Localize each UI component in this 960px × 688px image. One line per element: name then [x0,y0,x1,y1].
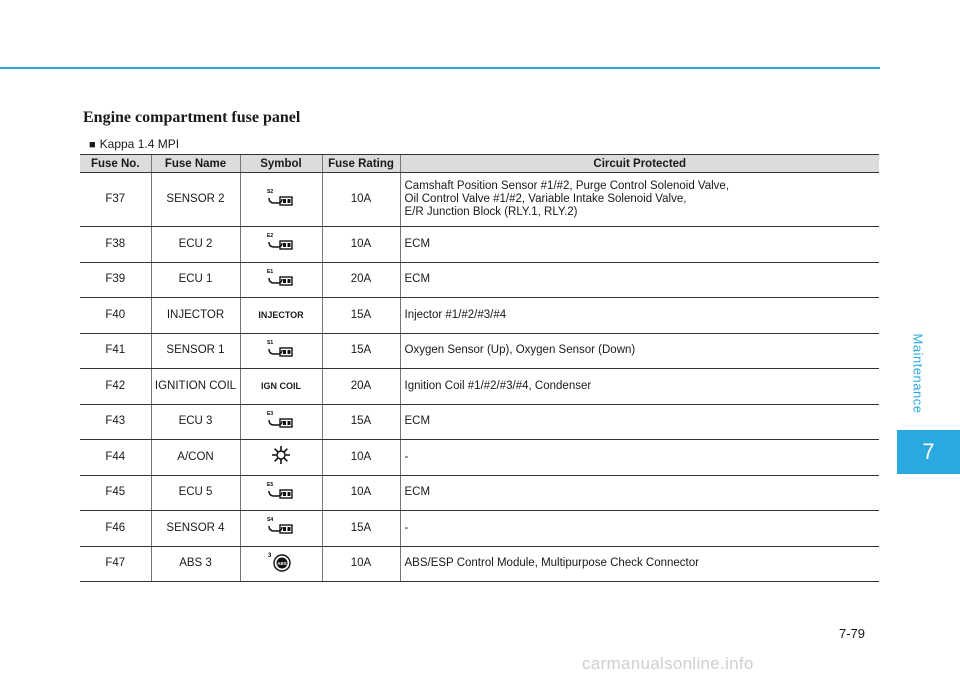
snowflake-icon [270,444,292,470]
fuse-symbol-cell [240,440,322,476]
fuse-symbol-cell [240,298,322,334]
table-row [80,546,879,582]
fuse-symbol-cell [240,511,322,547]
circuit-line: Oxygen Sensor (Up), Oxygen Sensor (Down) [404,344,636,357]
circuit-protected-cell [400,546,879,582]
table-row [80,440,879,476]
svg-text:S4: S4 [267,517,274,524]
circuit-protected-cell [400,404,879,440]
fuse-number-cell: F45 [80,475,151,511]
svg-text:E3: E3 [267,410,274,417]
circuit-line: - [404,521,409,534]
table-row [80,369,879,405]
table-row [80,227,879,263]
circuit-line: Ignition Coil #1/#2/#3/#4, Condenser [404,379,592,392]
fuse-symbol-text: INJECTOR [258,309,304,320]
svg-text:S2: S2 [267,188,274,195]
circuit-line: ECM [404,415,431,428]
fuse-number-cell: F40 [80,298,151,334]
fuse-rating-cell: 20A [322,369,400,405]
table-row [80,298,879,334]
circuit-protected-cell [400,298,879,334]
circuit-line: Camshaft Position Sensor #1/#2, Purge Control Solenoid Valve, [404,180,730,192]
circuit-protected-cell [400,369,879,405]
fuse-number-cell: F39 [80,262,151,298]
fuse-name-cell: ECU 1 [151,262,240,298]
chapter-tab[interactable]: 7 [897,430,960,474]
page-number: 7-79 [839,626,866,641]
svg-text:E2: E2 [267,233,274,240]
circuit-protected-cell [400,333,879,369]
circuit-protected-cell [400,227,879,263]
sensor-ecu-icon [266,188,296,212]
svg-text:S1: S1 [267,339,274,346]
svg-text:3: 3 [268,552,272,559]
svg-text:E1: E1 [267,268,274,275]
sensor-ecu-icon [266,232,296,256]
fuse-name-cell: ECU 3 [151,404,240,440]
table-row [80,333,879,369]
table-row [80,511,879,547]
circuit-protected-cell [400,440,879,476]
engine-variant-label: Kappa 1.4 MPI [99,137,180,151]
engine-variant-subtitle [89,137,179,151]
abs-icon [267,551,295,577]
sensor-ecu-icon [266,268,296,292]
page-title: Engine compartment fuse panel [83,109,301,126]
table-row [80,404,879,440]
fuse-rating-cell: 10A [322,475,400,511]
circuit-protected-cell [400,173,879,227]
svg-text:E5: E5 [267,481,274,488]
sensor-ecu-icon [266,481,296,505]
fuse-symbol-cell [240,227,322,263]
fuse-rating-cell: 20A [322,262,400,298]
circuit-protected-cell [400,262,879,298]
table-row [80,173,879,227]
fuse-rating-cell: 15A [322,333,400,369]
circuit-line: ECM [404,486,431,499]
fuse-symbol-text: IGN COIL [261,380,301,391]
fuse-symbol-cell [240,404,322,440]
fuse-number-cell: F38 [80,227,151,263]
table-row [80,262,879,298]
fuse-rating-cell: 10A [322,546,400,582]
header-fuse-rating: Fuse Rating [322,155,400,173]
circuit-protected-cell [400,475,879,511]
table-row [80,475,879,511]
fuse-number-cell: F43 [80,404,151,440]
fuse-name-cell: A/CON [151,440,240,476]
sensor-ecu-icon [266,339,296,363]
fuse-rating-cell: 15A [322,511,400,547]
fuse-symbol-cell [240,333,322,369]
fuse-name-cell: SENSOR 4 [151,511,240,547]
circuit-line: - [404,450,409,463]
circuit-line: ECM [404,237,431,250]
fuse-symbol-cell [240,546,322,582]
section-side-label: Maintenance [910,333,926,413]
fuse-symbol-cell [240,475,322,511]
fuse-number-cell: F42 [80,369,151,405]
fuse-number-cell: F47 [80,546,151,582]
fuse-name-cell: SENSOR 1 [151,333,240,369]
svg-text:ABS: ABS [277,560,287,566]
fuse-number-cell: F44 [80,440,151,476]
header-fuse-no: Fuse No. [80,155,151,173]
watermark-text: carmanualsonline.info [582,654,754,673]
fuse-rating-cell: 15A [322,404,400,440]
fuse-rating-cell: 10A [322,227,400,263]
header-circuit-protected: Circuit Protected [400,155,879,173]
fuse-table [80,154,879,582]
circuit-line: Oil Control Valve #1/#2, Variable Intake Solenoid Valve, [404,193,687,205]
circuit-line: ECM [404,273,431,286]
fuse-rating-cell: 10A [322,440,400,476]
fuse-name-cell: ABS 3 [151,546,240,582]
fuse-number-cell: F46 [80,511,151,547]
circuit-line: E/R Junction Block (RLY.1, RLY.2) [404,206,578,218]
bullet-square-icon: ■ [89,139,96,151]
table-header-row [80,155,879,173]
fuse-name-cell: SENSOR 2 [151,173,240,227]
fuse-number-cell: F41 [80,333,151,369]
sensor-ecu-icon [266,516,296,540]
fuse-name-cell: ECU 5 [151,475,240,511]
circuit-line: ABS/ESP Control Module, Multipurpose Check Connector [404,557,699,570]
fuse-number-cell: F37 [80,173,151,227]
sensor-ecu-icon [266,410,296,434]
fuse-name-cell: ECU 2 [151,227,240,263]
top-rule [0,67,880,69]
fuse-symbol-cell [240,369,322,405]
circuit-protected-cell [400,511,879,547]
fuse-rating-cell: 10A [322,173,400,227]
circuit-line: Injector #1/#2/#3/#4 [404,308,507,321]
fuse-name-cell: INJECTOR [151,298,240,334]
fuse-symbol-cell [240,173,322,227]
fuse-symbol-cell [240,262,322,298]
header-fuse-name: Fuse Name [151,155,240,173]
fuse-rating-cell: 15A [322,298,400,334]
header-symbol: Symbol [240,155,322,173]
fuse-name-cell: IGNITION COIL [151,369,240,405]
